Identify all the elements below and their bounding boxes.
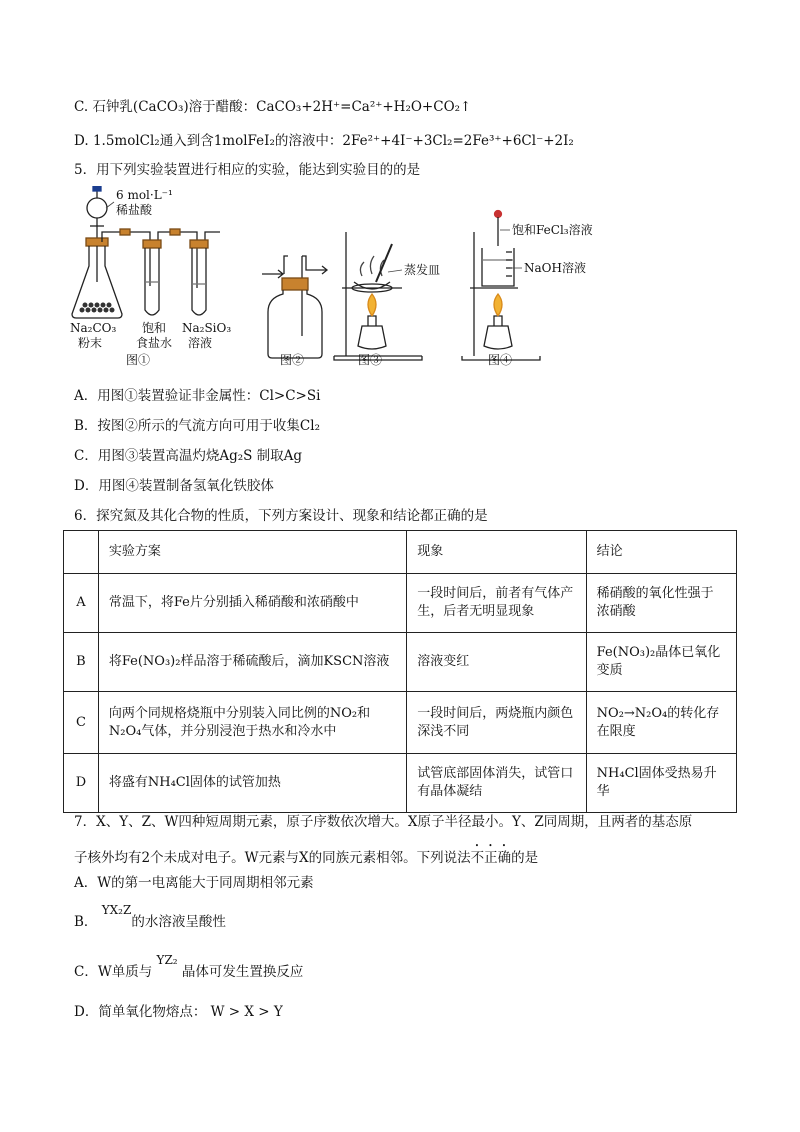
formula-yx2z: YX₂Z bbox=[101, 903, 132, 917]
q7-option-c: C．W单质与 YZ₂ 晶体可发生置换反应 bbox=[74, 953, 304, 980]
apparatus-figure bbox=[70, 186, 630, 368]
q7-stem-line-1: 7．X、Y、Z、W四种短周期元素，原子序数依次增大。X原子半径最小。Y、Z同周期，且两者的基态原 bbox=[74, 814, 693, 830]
conical-flask-icon bbox=[72, 238, 122, 318]
figure-1-caption: 图① bbox=[126, 353, 151, 367]
tube2-label-1: 饱和 bbox=[142, 321, 167, 335]
table-row: B 将Fe(NO₃)₂样品溶于稀硫酸后，滴加KSCN溶液 溶液变红 Fe(NO₃)₂晶体已氧化变质 bbox=[64, 633, 737, 692]
acid-concentration-label: 6 mol·L⁻¹ bbox=[116, 188, 173, 202]
figure-4-caption: 图④ bbox=[488, 353, 513, 367]
q5-option-b: B．按图②所示的气流方向可用于收集Cl₂ bbox=[74, 418, 320, 434]
option-d: D. 1.5molCl₂通入到含1molFeI₂的溶液中：2Fe²⁺+4I⁻+3Cl₂=2Fe³⁺+6Cl⁻+2I₂ bbox=[74, 133, 574, 149]
flask-label-state: 粉末 bbox=[78, 336, 103, 350]
tube2-label-2: 食盐水 bbox=[136, 336, 173, 350]
q5-option-a: A．用图①装置验证非金属性：Cl>C>Si bbox=[74, 388, 321, 404]
option-c: C. 石钟乳(CaCO₃)溶于醋酸：CaCO₃+2H⁺=Ca²⁺+H₂O+CO₂↑ bbox=[74, 99, 472, 115]
header-cell: 现象 bbox=[407, 531, 586, 574]
flask-label-formula: Na₂CO₃ bbox=[70, 321, 117, 335]
separatory-funnel-icon bbox=[87, 186, 107, 246]
table-row: A 常温下，将Fe片分别插入稀硝酸和浓硝酸中 一段时间后，前者有气体产生，后者无明显现象 稀硝酸的氧化性强于浓硝酸 bbox=[64, 574, 737, 633]
tube3-label-1: Na₂SiO₃ bbox=[182, 321, 232, 335]
figure-3-caption: 图③ bbox=[358, 353, 383, 367]
dropper-icon bbox=[495, 211, 502, 247]
figure-2-caption: 图② bbox=[280, 353, 305, 367]
test-tube-icon bbox=[143, 240, 161, 315]
gas-collecting-bottle-icon bbox=[262, 256, 327, 358]
formula-yz2: YZ₂ bbox=[156, 953, 178, 967]
experiment-table bbox=[63, 530, 737, 813]
naoh-label: NaOH溶液 bbox=[524, 261, 586, 275]
fecl3-label: 饱和FeCl₃溶液 bbox=[512, 223, 593, 237]
table-row: C 向两个同规格烧瓶中分别装入同比例的NO₂和N₂O₄气体，并分别浸泡于热水和冷水中 一段时间后，两烧瓶内颜色深浅不同 NO₂→N₂O₄的转化存在限度 bbox=[64, 692, 737, 754]
q7-stem-line-2: 子核外均有2个未成对电子。W元素与X的同族元素相邻。下列说法不正确的是 bbox=[74, 850, 539, 866]
acid-name-label: 稀盐酸 bbox=[116, 203, 153, 217]
header-cell: 实验方案 bbox=[98, 531, 406, 574]
evaporating-dish-setup-icon bbox=[334, 232, 422, 360]
header-cell bbox=[64, 531, 99, 574]
q5-stem: 5．用下列实验装置进行相应的实验，能达到实验目的的是 bbox=[74, 162, 421, 178]
test-tube-icon bbox=[190, 240, 208, 315]
q7-option-d: D．简单氧化物熔点： W > X > Y bbox=[74, 1004, 283, 1020]
tube3-label-2: 溶液 bbox=[188, 336, 213, 350]
q5-option-c: C．用图③装置高温灼烧Ag₂S 制取Ag bbox=[74, 448, 303, 464]
formula-melting-order: W > X > Y bbox=[210, 1004, 283, 1020]
q5-option-d: D．用图④装置制备氢氧化铁胶体 bbox=[74, 478, 274, 494]
q6-stem: 6．探究氮及其化合物的性质，下列方案设计、现象和结论都正确的是 bbox=[74, 508, 488, 524]
table-header-row bbox=[64, 531, 737, 574]
q7-option-b: B． YX₂Z的水溶液呈酸性 bbox=[74, 903, 226, 930]
emphasis-not-correct: 不正确 bbox=[470, 850, 512, 866]
header-cell: 结论 bbox=[586, 531, 736, 574]
q7-option-a: A．W的第一电离能大于同周期相邻元素 bbox=[74, 875, 314, 891]
evaporating-dish-label: 蒸发皿 bbox=[404, 263, 441, 277]
table-row: D 将盛有NH₄Cl固体的试管加热 试管底部固体消失，试管口有晶体凝结 NH₄Cl固体受热易升华 bbox=[64, 754, 737, 813]
